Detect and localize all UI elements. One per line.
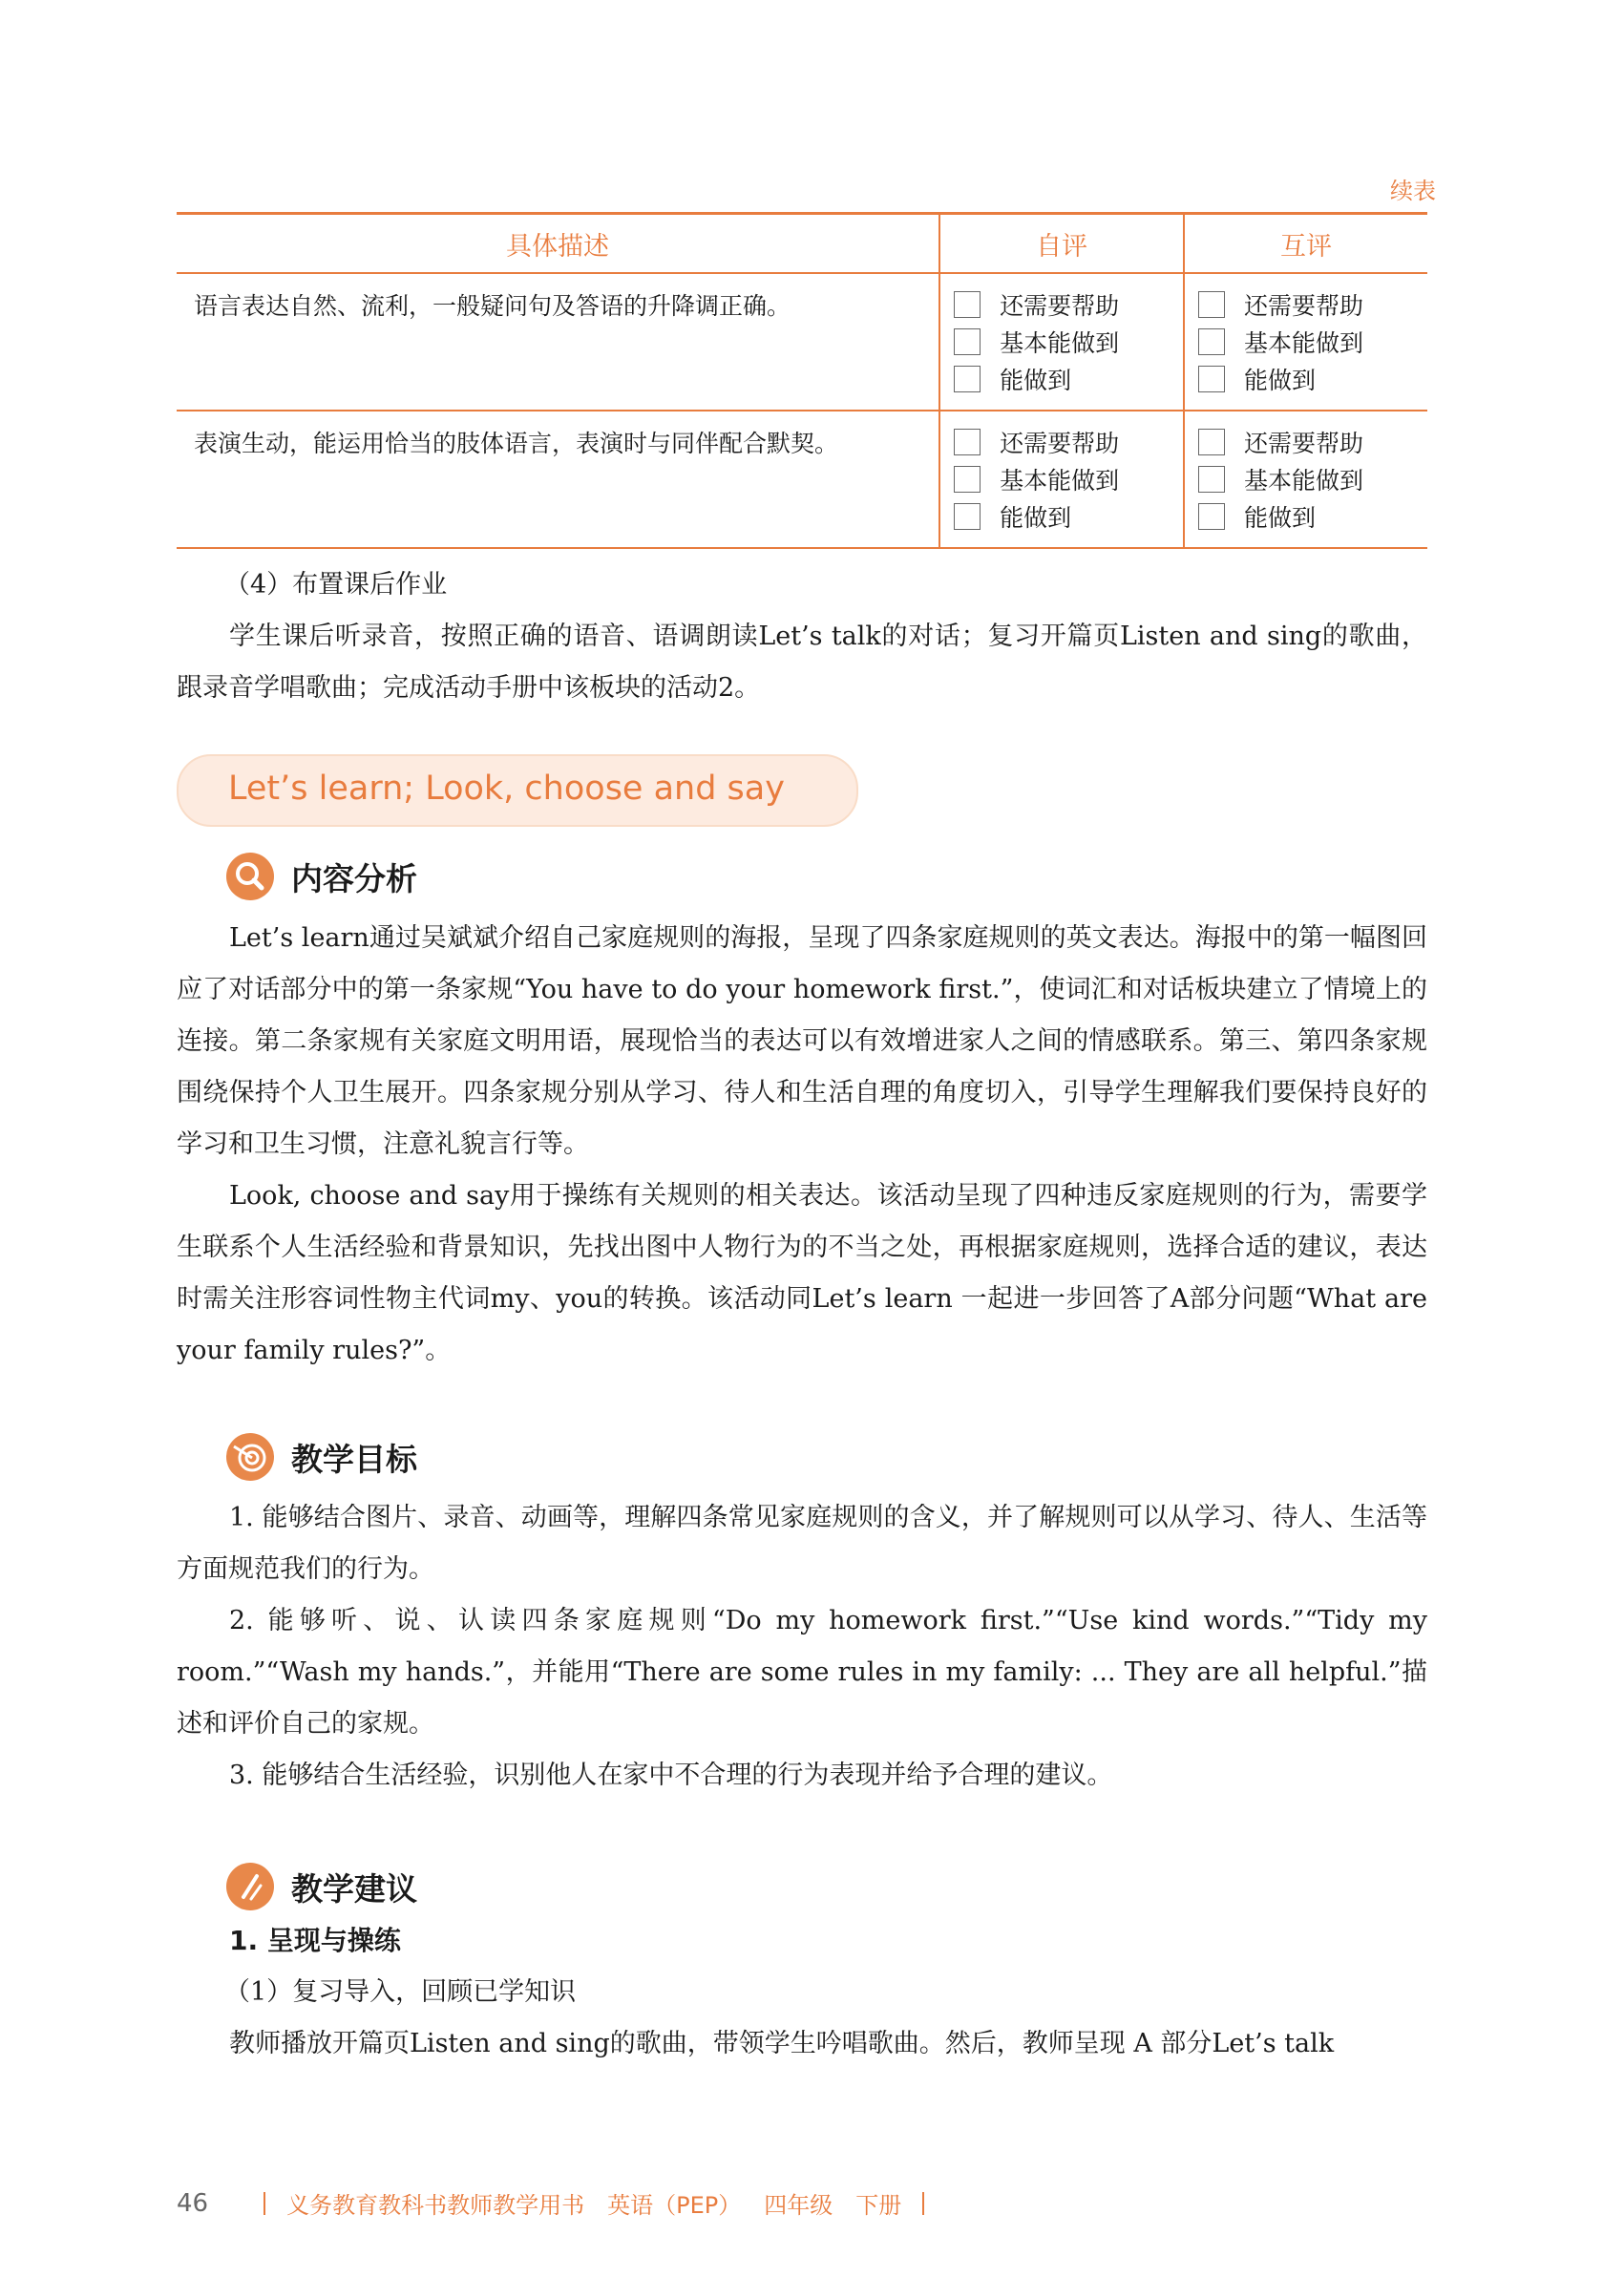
- option-label: 能做到: [1244, 366, 1317, 394]
- teaching-goal-1: 1. 能够结合图片、录音、动画等，理解四条常见家庭规则的含义，并了解规则可以从学习、待人、生活等方面规范我们的行为。: [177, 1503, 1427, 1584]
- header-self-eval: 自评: [939, 214, 1184, 274]
- option-label: 基本能做到: [1244, 328, 1364, 357]
- teaching-suggestions-heading: [226, 1862, 417, 1911]
- checkbox-option[interactable]: [1198, 460, 1414, 497]
- header-description: 具体描述: [177, 214, 939, 274]
- magnifier-icon: [226, 853, 274, 900]
- self-eval-options: [939, 411, 1184, 548]
- checkbox[interactable]: [1198, 466, 1225, 493]
- peer-eval-options: [1184, 411, 1427, 548]
- checkbox[interactable]: [1198, 429, 1225, 455]
- subsection-heading: 1. 呈现与操练: [229, 1925, 401, 1956]
- row-description: 语言表达自然、流利，一般疑问句及答语的升降调正确。: [177, 273, 939, 411]
- option-label: 能做到: [1244, 503, 1317, 532]
- self-eval-options: [939, 273, 1184, 411]
- checkbox[interactable]: [954, 328, 981, 355]
- continued-label: 续表: [1390, 178, 1436, 204]
- option-label: 还需要帮助: [1000, 291, 1120, 320]
- subsubsection-heading: （1）复习导入，回顾已学知识: [224, 1977, 577, 2007]
- header-peer-eval: 互评: [1184, 214, 1427, 274]
- teaching-suggestion-text: 教师播放开篇页Listen and sing的歌曲，带领学生吟唱歌曲。然后，教师呈现 A 部分Let’s talk: [229, 2029, 1335, 2058]
- checkbox[interactable]: [954, 503, 981, 530]
- option-label: 能做到: [1000, 366, 1072, 394]
- checkbox-option[interactable]: [1198, 323, 1414, 360]
- page-number: 46: [177, 2188, 209, 2218]
- homework-text: 学生课后听录音，按照正确的语音、语调朗读Let’s talk的对话；复习开篇页Listen and sing的歌曲，跟录音学唱歌曲；完成活动手册中该板块的活动2。: [177, 622, 1427, 703]
- checkbox-option[interactable]: [1198, 423, 1414, 460]
- content-analysis-title: 内容分析: [291, 859, 417, 897]
- teaching-goal-2: 2. 能够听、说、认读四条家庭规则“Do my homework first.”“Use kind words.”“Tidy my room.”“Wash my hands.”，并能用“There are some rules in my family: ... They are all helpful.”描述和评价自己的家规。: [177, 1606, 1427, 1739]
- checkbox[interactable]: [1198, 328, 1225, 355]
- checkbox-option[interactable]: [1198, 285, 1414, 323]
- checkbox-option[interactable]: [954, 460, 1170, 497]
- checkbox-option[interactable]: [954, 497, 1170, 535]
- footer-volume: 下册: [855, 2192, 902, 2219]
- option-label: 还需要帮助: [1000, 429, 1120, 457]
- content-analysis-p1: Let’s learn通过吴斌斌介绍自己家庭规则的海报，呈现了四条家庭规则的英文表达。海报中的第一幅图回应了对话部分中的第一条家规“You have to do your homework first.”，使词汇和对话板块建立了情境上的连接。第二条家规有关家庭文明用语，展现恰当的表达可以有效增进家人之间的情感联系。第三、第四条家规围绕保持个人卫生展开。四条家规分别从学习、待人和生活自理的角度切入，引导学生理解我们要保持良好的学习和卫生习惯，注意礼貌言行等。: [177, 923, 1427, 1159]
- checkbox[interactable]: [954, 466, 981, 493]
- checkbox[interactable]: [1198, 503, 1225, 530]
- teaching-goals-heading: [226, 1432, 417, 1482]
- row-description: 表演生动，能运用恰当的肢体语言，表演时与同伴配合默契。: [177, 411, 939, 548]
- option-label: 基本能做到: [1244, 466, 1364, 495]
- option-label: 还需要帮助: [1244, 429, 1364, 457]
- content-analysis-p2: Look, choose and say用于操练有关规则的相关表达。该活动呈现了四种违反家庭规则的行为，需要学生联系个人生活经验和背景知识，先找出图中人物行为的不当之处，再根据家庭规则，选择合适的建议，表达时需关注形容词性物主代词my、you的转换。该活动同Let’s learn 一起进一步回答了A部分问题“What are your family rules?”。: [177, 1181, 1427, 1365]
- checkbox-option[interactable]: [954, 323, 1170, 360]
- checkbox-option[interactable]: [954, 285, 1170, 323]
- footer-divider: [922, 2192, 924, 2215]
- checkbox-option[interactable]: [1198, 497, 1414, 535]
- checkbox[interactable]: [1198, 291, 1225, 318]
- pen-icon: [226, 1863, 274, 1910]
- banner-title: Let’s learn; Look, choose and say: [228, 770, 785, 808]
- checkbox[interactable]: [1198, 366, 1225, 392]
- option-label: 基本能做到: [1000, 466, 1120, 495]
- checkbox-option[interactable]: [1198, 360, 1414, 397]
- footer-book-title: 义务教育教科书教师教学用书: [286, 2192, 585, 2219]
- footer-subject: 英语（PEP）: [607, 2192, 742, 2219]
- footer-grade: 四年级: [764, 2192, 833, 2219]
- table-row: [177, 411, 1427, 548]
- peer-eval-options: [1184, 273, 1427, 411]
- option-label: 还需要帮助: [1244, 291, 1364, 320]
- evaluation-table: [177, 212, 1427, 549]
- teaching-goal-3: 3. 能够结合生活经验，识别他人在家中不合理的行为表现并给予合理的建议。: [229, 1761, 1113, 1790]
- checkbox[interactable]: [954, 291, 981, 318]
- option-label: 能做到: [1000, 503, 1072, 532]
- target-icon: [226, 1433, 274, 1481]
- table-header-row: [177, 214, 1427, 274]
- page-footer: [177, 2186, 945, 2220]
- content-analysis-heading: [226, 852, 417, 901]
- teaching-suggestions-title: 教学建议: [291, 1869, 417, 1908]
- teaching-goals-title: 教学目标: [291, 1440, 417, 1478]
- homework-heading: （4）布置课后作业: [224, 570, 448, 600]
- checkbox-option[interactable]: [954, 423, 1170, 460]
- option-label: 基本能做到: [1000, 328, 1120, 357]
- checkbox-option[interactable]: [954, 360, 1170, 397]
- checkbox[interactable]: [954, 366, 981, 392]
- section-banner: [177, 754, 858, 827]
- footer-divider: [264, 2192, 265, 2215]
- checkbox[interactable]: [954, 429, 981, 455]
- table-row: [177, 273, 1427, 411]
